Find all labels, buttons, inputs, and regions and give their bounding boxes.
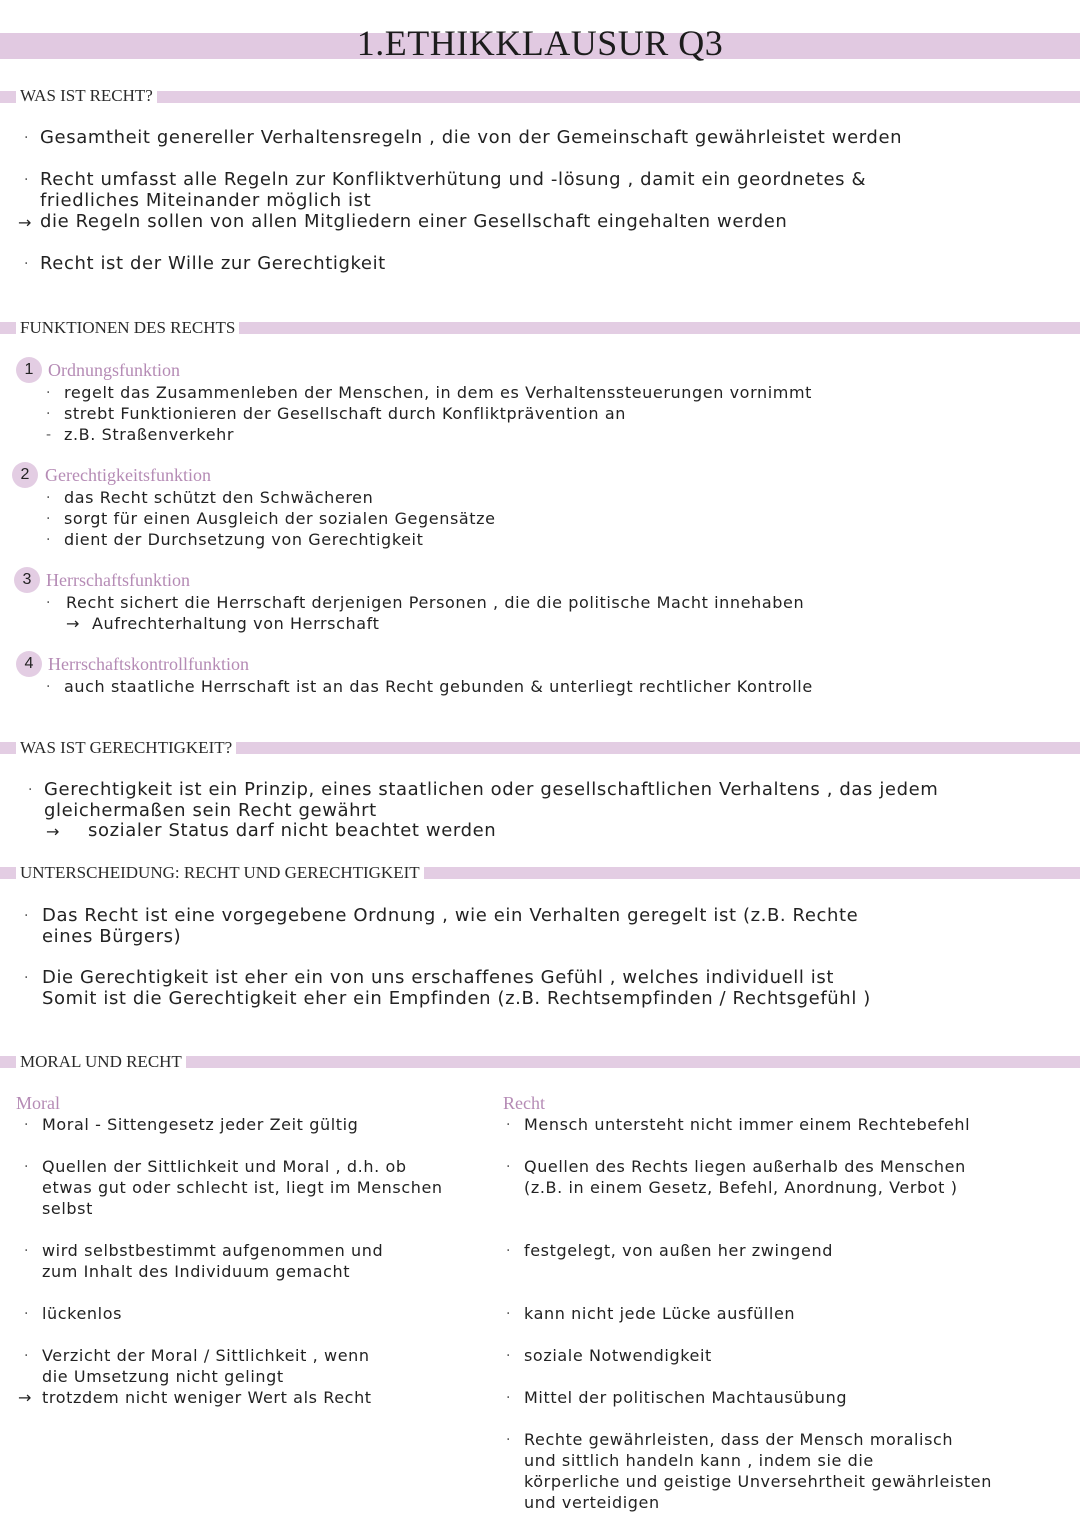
arrow-icon: → (66, 614, 81, 633)
recht-column-line: und verteidigen (524, 1493, 660, 1512)
bullet: · (506, 1390, 511, 1406)
recht-line: Recht umfasst alle Regeln zur Konfliktverhütung und -lösung , damit ein geordnetes & (40, 169, 867, 190)
dash: - (46, 427, 52, 443)
recht-line: Recht ist der Wille zur Gerechtigkeit (40, 253, 386, 274)
recht-column-line: Mittel der politischen Machtausübung (524, 1388, 848, 1407)
recht-line: Gesamtheit genereller Verhaltensregeln , die von der Gemeinschaft gewährleistet werden (40, 127, 903, 148)
gerechtigkeit-line: sozialer Status darf nicht beachtet werden (88, 820, 497, 841)
bullet: · (46, 490, 51, 506)
function-line: das Recht schützt den Schwächeren (64, 488, 374, 507)
function-line: Recht sichert die Herrschaft derjenigen Personen , die die politische Macht innehaben (66, 593, 805, 612)
moral-line: etwas gut oder schlecht ist, liegt im Menschen (42, 1178, 443, 1197)
number-badge: 4 (16, 651, 42, 677)
function-line: Aufrechterhaltung von Herrschaft (92, 614, 380, 633)
bullet: · (506, 1117, 511, 1133)
section-heading-funktionen: FUNKTIONEN DES RECHTS (16, 318, 239, 338)
bullet: · (506, 1306, 511, 1322)
page-title: 1.ETHIKKLAUSUR Q3 (356, 23, 724, 63)
bullet: · (46, 532, 51, 548)
bullet: · (24, 256, 29, 272)
section-heading-gerechtigkeit: WAS IST GERECHTIGKEIT? (16, 738, 236, 758)
unterscheidung-line: Die Gerechtigkeit ist eher ein von uns erschaffenes Gefühl , welches individuell ist (42, 967, 835, 988)
moral-line: die Umsetzung nicht gelingt (42, 1367, 284, 1386)
number-badge: 1 (16, 357, 42, 383)
moral-line: trotzdem nicht weniger Wert als Recht (42, 1388, 372, 1407)
arrow-icon: → (18, 213, 33, 232)
bullet: · (46, 595, 51, 611)
recht-column-line: Rechte gewährleisten, dass der Mensch moralisch (524, 1430, 954, 1449)
bullet: · (506, 1243, 511, 1259)
moral-line: selbst (42, 1199, 93, 1218)
bullet: · (24, 1243, 29, 1259)
gerechtigkeit-line: Gerechtigkeit ist ein Prinzip, eines staatlichen oder gesellschaftlichen Verhaltens , das jedem (44, 779, 939, 800)
bullet: · (24, 1306, 29, 1322)
bullet: · (506, 1348, 511, 1364)
bullet: · (46, 406, 51, 422)
moral-line: zum Inhalt des Individuum gemacht (42, 1262, 351, 1281)
function-line: z.B. Straßenverkehr (64, 425, 235, 444)
bullet: · (46, 385, 51, 401)
bullet: · (24, 1348, 29, 1364)
moral-line: wird selbstbestimmt aufgenommen und (42, 1241, 384, 1260)
moral-line: Quellen der Sittlichkeit und Moral , d.h. ob (42, 1157, 407, 1176)
recht-column-line: Mensch untersteht nicht immer einem Rechtebefehl (524, 1115, 971, 1134)
recht-column-line: soziale Notwendigkeit (524, 1346, 712, 1365)
column-title-moral: Moral (16, 1093, 60, 1113)
moral-line: Moral - Sittengesetz jeder Zeit gültig (42, 1115, 359, 1134)
bullet: · (24, 130, 29, 146)
unterscheidung-line: eines Bürgers) (42, 926, 182, 947)
number-badge: 2 (12, 462, 38, 488)
function-line: auch staatliche Herrschaft ist an das Recht gebunden & unterliegt rechtlicher Kontrolle (64, 677, 813, 696)
bullet: · (24, 1117, 29, 1133)
gerechtigkeit-line: gleichermaßen sein Recht gewährt (44, 800, 377, 821)
section-heading-recht: WAS IST RECHT? (16, 86, 157, 106)
section-heading-moral: MORAL UND RECHT (16, 1052, 186, 1072)
bullet: · (24, 1159, 29, 1175)
function-line: strebt Funktionieren der Gesellschaft durch Konfliktprävention an (64, 404, 626, 423)
recht-column-line: körperliche und geistige Unversehrtheit gewährleisten (524, 1472, 992, 1491)
function-line: dient der Durchsetzung von Gerechtigkeit (64, 530, 424, 549)
bullet: · (24, 172, 29, 188)
subheading-ordnungsfunktion: Ordnungsfunktion (48, 360, 180, 380)
recht-column-line: und sittlich handeln kann , indem sie die (524, 1451, 874, 1470)
column-title-recht: Recht (503, 1093, 545, 1113)
recht-column-line: kann nicht jede Lücke ausfüllen (524, 1304, 796, 1323)
recht-column-line: Quellen des Rechts liegen außerhalb des Menschen (524, 1157, 966, 1176)
section-band (0, 91, 1080, 103)
unterscheidung-line: Das Recht ist eine vorgegebene Ordnung , wie ein Verhalten geregelt ist (z.B. Rechte (42, 905, 859, 926)
subheading-herrschaftskontrollfunktion: Herrschaftskontrollfunktion (48, 654, 249, 674)
bullet: · (506, 1159, 511, 1175)
moral-line: Verzicht der Moral / Sittlichkeit , wenn (42, 1346, 370, 1365)
bullet: · (24, 970, 29, 986)
recht-column-line: (z.B. in einem Gesetz, Befehl, Anordnung, Verbot ) (524, 1178, 958, 1197)
recht-line: die Regeln sollen von allen Mitgliedern einer Gesellschaft eingehalten werden (40, 211, 788, 232)
unterscheidung-line: Somit ist die Gerechtigkeit eher ein Empfinden (z.B. Rechtsempfinden / Rechtsgefühl ) (42, 988, 871, 1009)
subheading-herrschaftsfunktion: Herrschaftsfunktion (46, 570, 190, 590)
recht-line: friedliches Miteinander möglich ist (40, 190, 372, 211)
section-heading-unterscheidung: UNTERSCHEIDUNG: RECHT UND GERECHTIGKEIT (16, 863, 424, 883)
function-line: regelt das Zusammenleben der Menschen, in dem es Verhaltenssteuerungen vornimmt (64, 383, 813, 402)
bullet: · (46, 511, 51, 527)
arrow-icon: → (46, 822, 61, 841)
function-line: sorgt für einen Ausgleich der sozialen Gegensätze (64, 509, 496, 528)
bullet: · (24, 908, 29, 924)
number-badge: 3 (14, 567, 40, 593)
arrow-icon: → (18, 1388, 33, 1407)
recht-column-line: festgelegt, von außen her zwingend (524, 1241, 833, 1260)
bullet: · (28, 782, 33, 798)
subheading-gerechtigkeitsfunktion: Gerechtigkeitsfunktion (45, 465, 211, 485)
bullet: · (46, 679, 51, 695)
moral-line: lückenlos (42, 1304, 123, 1323)
bullet: · (506, 1432, 511, 1448)
